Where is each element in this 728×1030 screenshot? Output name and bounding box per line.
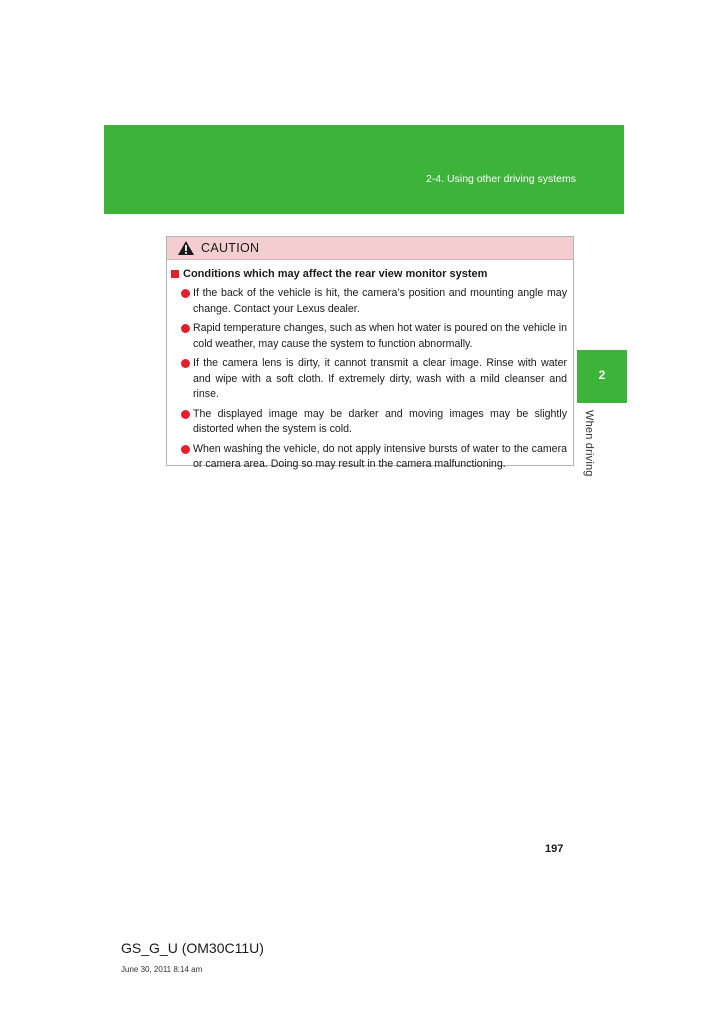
document-code: GS_G_U (OM30C11U)	[121, 940, 264, 956]
caution-bullet	[181, 286, 567, 317]
caution-bullet	[181, 442, 567, 473]
caution-title: CAUTION	[201, 241, 260, 255]
caution-bullet	[181, 356, 567, 403]
caution-bullet-text: The displayed image may be darker and moving images may be slightly distorted when the system is cold.	[193, 407, 567, 435]
caution-bullet-text: When washing the vehicle, do not apply intensive bursts of water to the camera or camera area. Doing so may result in the camera malfunctioning.	[193, 442, 567, 470]
caution-bullet	[181, 407, 567, 438]
caution-box	[166, 236, 574, 470]
red-dot-icon	[181, 359, 190, 368]
section-title: 2-4. Using other driving systems	[426, 173, 576, 185]
caution-bullet-list	[171, 286, 567, 473]
caution-bullet-text: Rapid temperature changes, such as when hot water is poured on the vehicle in cold weather, may cause the system to function abnormally.	[193, 322, 567, 350]
header-band	[104, 125, 624, 214]
chapter-number: 2	[598, 368, 606, 382]
caution-bullet-text: If the camera lens is dirty, it cannot transmit a clear image. Rinse with water and wipe with a soft cloth. If extremely dirty, wash with a mild cleanser and rinse.	[193, 357, 567, 400]
caution-header	[167, 237, 573, 260]
caution-body	[167, 260, 573, 473]
caution-bullet	[181, 321, 567, 352]
red-dot-icon	[181, 410, 190, 419]
page-number: 197	[545, 843, 564, 855]
red-square-icon	[171, 270, 179, 278]
caution-topic-text: Conditions which may affect the rear view monitor system	[183, 268, 488, 280]
chapter-tab	[577, 350, 627, 403]
chapter-label: When driving	[583, 410, 595, 477]
caution-bullet-text: If the back of the vehicle is hit, the camera’s position and mounting angle may change. Contact your Lexus dealer.	[193, 287, 567, 315]
document-date: June 30, 2011 8:14 am	[121, 965, 203, 974]
warning-triangle-icon	[177, 240, 195, 256]
red-dot-icon	[181, 324, 190, 333]
red-dot-icon	[181, 445, 190, 454]
red-dot-icon	[181, 289, 190, 298]
caution-topic	[171, 268, 567, 280]
